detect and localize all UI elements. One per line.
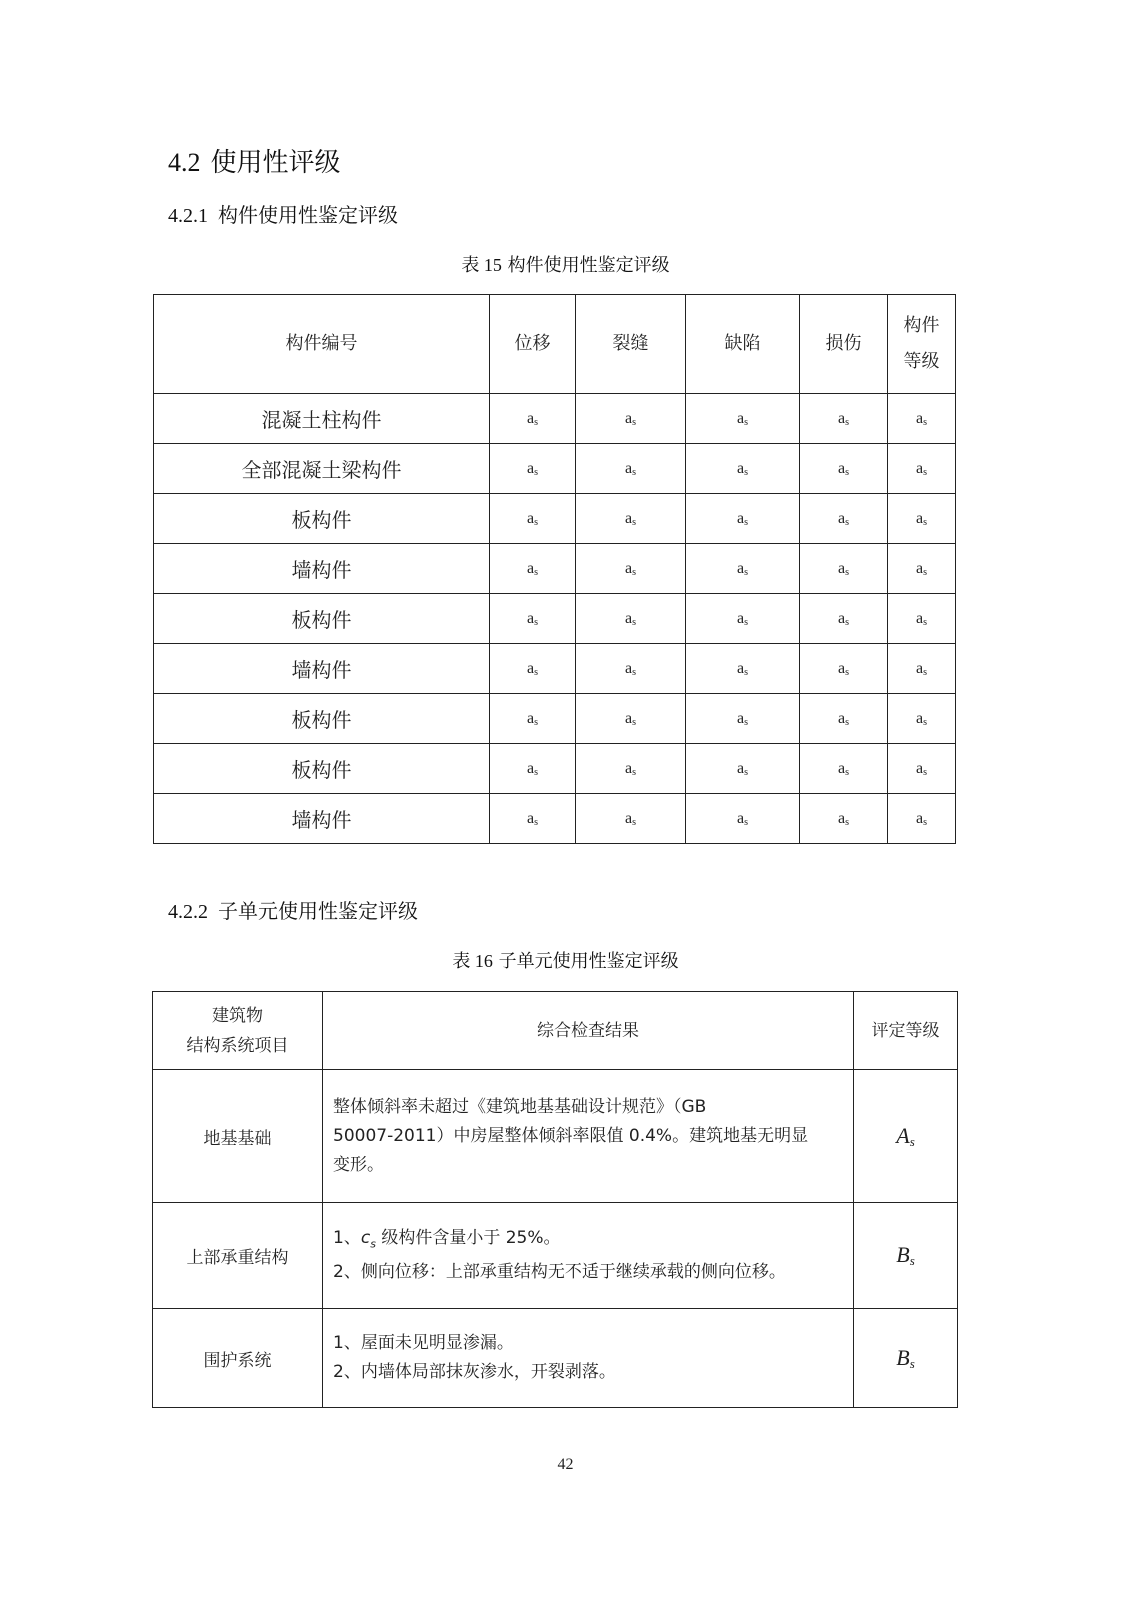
table-row — [154, 744, 956, 794]
grade-component-grade — [888, 594, 956, 644]
grade-sub: s — [534, 566, 538, 578]
row-component-name: 板构件 — [154, 594, 490, 644]
grade-component-grade — [888, 744, 956, 794]
result-line: 变形。 — [333, 1154, 384, 1175]
grade-sub: s — [744, 416, 748, 428]
grade-sub: s — [923, 416, 927, 428]
caption-title: 子单元使用性鉴定评级 — [498, 951, 679, 972]
grade-sub: s — [632, 716, 636, 728]
caption-prefix: 表 16 — [452, 951, 493, 971]
grade-displacement — [490, 644, 576, 694]
grade-sub: s — [632, 766, 636, 778]
grade-sub: s — [534, 466, 538, 478]
grade-sub: s — [845, 716, 849, 728]
grade-sub: s — [632, 516, 636, 528]
grade-base: a — [526, 809, 535, 827]
grade-crack — [576, 744, 686, 794]
grade-sub: s — [845, 666, 849, 678]
grade-sub: s — [845, 416, 849, 428]
grade-base: a — [915, 609, 924, 627]
grade-base: a — [624, 659, 633, 677]
grade-sub: s — [923, 516, 927, 528]
result-line: 整体倾斜率未超过《建筑地基基础设计规范》（GB — [333, 1096, 707, 1117]
row-result — [323, 1070, 854, 1203]
grade-displacement — [490, 794, 576, 844]
grade-base: a — [915, 559, 924, 577]
grade-base: a — [736, 559, 745, 577]
grade-sub: s — [744, 816, 748, 828]
grade-damage — [800, 494, 888, 544]
grade-defect — [686, 494, 800, 544]
header-rating: 评定等级 — [854, 992, 958, 1070]
grade-base: a — [624, 509, 633, 527]
row-component-name: 墙构件 — [154, 544, 490, 594]
table-row — [154, 794, 956, 844]
result-line: 1、屋面未见明显渗漏。 — [333, 1333, 514, 1353]
rating-sub: s — [909, 1355, 915, 1371]
grade-base: a — [837, 559, 846, 577]
grade-defect — [686, 594, 800, 644]
grade-component-grade — [888, 694, 956, 744]
caption-prefix: 表 15 — [461, 255, 502, 275]
table-row — [154, 544, 956, 594]
row-component-name: 板构件 — [154, 744, 490, 794]
grade-base: a — [736, 659, 745, 677]
grade-base: a — [837, 459, 846, 477]
table16-caption — [0, 948, 1131, 975]
grade-defect — [686, 744, 800, 794]
rating-base: B — [896, 1344, 910, 1370]
row-rating — [854, 1070, 958, 1203]
grade-sub: s — [632, 666, 636, 678]
row-result — [323, 1309, 854, 1408]
header-structure-item — [153, 992, 323, 1070]
table-row — [153, 1203, 958, 1309]
grade-damage — [800, 794, 888, 844]
grade-sub: s — [632, 416, 636, 428]
row-component-name: 墙构件 — [154, 644, 490, 694]
grade-displacement — [490, 494, 576, 544]
subsection-number: 4.2.1 — [168, 205, 208, 227]
grade-sub: s — [923, 566, 927, 578]
grade-crack — [576, 444, 686, 494]
header-component-id: 构件编号 — [154, 295, 490, 394]
subunit-rating-table — [152, 991, 958, 1408]
row-rating — [854, 1309, 958, 1408]
grade-base: a — [915, 459, 924, 477]
grade-crack — [576, 794, 686, 844]
line-prefix: 1、 — [333, 1227, 361, 1248]
grade-base: a — [837, 509, 846, 527]
grade-base: a — [837, 759, 846, 777]
table-header-row — [153, 992, 958, 1070]
result-line: 50007-2011）中房屋整体倾斜率限值 0.4%。建筑地基无明显 — [333, 1125, 809, 1146]
caption-title: 构件使用性鉴定评级 — [507, 255, 670, 276]
grade-sub: s — [744, 516, 748, 528]
table-row — [154, 644, 956, 694]
grade-component-grade — [888, 644, 956, 694]
row-component-name: 混凝土柱构件 — [154, 394, 490, 444]
header-item-line1: 建筑物 — [212, 1005, 263, 1026]
grade-component-grade — [888, 794, 956, 844]
grade-letter-sub: s — [370, 1237, 376, 1251]
grade-sub: s — [744, 616, 748, 628]
grade-base: a — [624, 709, 633, 727]
grade-sub: s — [632, 616, 636, 628]
grade-base: a — [915, 759, 924, 777]
row-item: 围护系统 — [153, 1309, 323, 1408]
grade-base: a — [736, 409, 745, 427]
grade-sub: s — [534, 616, 538, 628]
header-grade-line2: 等级 — [903, 351, 940, 372]
header-component-grade — [888, 295, 956, 394]
grade-crack — [576, 644, 686, 694]
table15-caption — [0, 252, 1131, 279]
grade-base: a — [526, 459, 535, 477]
grade-displacement — [490, 594, 576, 644]
grade-sub: s — [923, 466, 927, 478]
grade-damage — [800, 644, 888, 694]
table-row — [154, 694, 956, 744]
subsection-title: 构件使用性鉴定评级 — [218, 203, 398, 227]
grade-crack — [576, 594, 686, 644]
grade-base: a — [915, 509, 924, 527]
subsection-number: 4.2.2 — [168, 901, 208, 923]
grade-base: a — [837, 609, 846, 627]
grade-base: a — [526, 609, 535, 627]
grade-displacement — [490, 544, 576, 594]
row-component-name: 板构件 — [154, 494, 490, 544]
grade-sub: s — [845, 766, 849, 778]
grade-sub: s — [923, 816, 927, 828]
grade-base: a — [736, 609, 745, 627]
grade-defect — [686, 444, 800, 494]
rating-sub: s — [909, 1253, 915, 1268]
grade-base: a — [526, 509, 535, 527]
grade-sub: s — [845, 466, 849, 478]
grade-sub: s — [534, 666, 538, 678]
grade-damage — [800, 394, 888, 444]
grade-sub: s — [744, 666, 748, 678]
grade-sub: s — [744, 566, 748, 578]
header-displacement: 位移 — [490, 295, 576, 394]
row-rating — [854, 1203, 958, 1309]
grade-base: a — [915, 409, 924, 427]
grade-base: a — [736, 509, 745, 527]
line-rest: 级构件含量小于 25%。 — [375, 1227, 561, 1248]
section-heading — [168, 146, 341, 180]
table-body — [154, 394, 956, 844]
grade-sub: s — [534, 716, 538, 728]
grade-base: a — [526, 559, 535, 577]
grade-sub: s — [845, 566, 849, 578]
result-line: 2、侧向位移：上部承重结构无不适于继续承载的侧向位移。 — [333, 1262, 786, 1283]
table-row — [153, 1309, 958, 1408]
grade-damage — [800, 594, 888, 644]
rating-base: A — [896, 1122, 910, 1148]
grade-base: a — [736, 809, 745, 827]
grade-sub: s — [923, 716, 927, 728]
grade-component-grade — [888, 444, 956, 494]
subsection-heading-2 — [168, 897, 418, 926]
row-component-name: 全部混凝土梁构件 — [154, 444, 490, 494]
grade-sub: s — [632, 466, 636, 478]
grade-base: a — [736, 759, 745, 777]
table-row — [154, 494, 956, 544]
row-component-name: 板构件 — [154, 694, 490, 744]
header-damage: 损伤 — [800, 295, 888, 394]
grade-sub: s — [923, 616, 927, 628]
section-number: 4.2 — [168, 148, 201, 177]
table-row — [154, 444, 956, 494]
header-item-line2: 结构系统项目 — [186, 1035, 289, 1056]
grade-sub: s — [744, 766, 748, 778]
grade-sub: s — [534, 516, 538, 528]
grade-sub: s — [923, 766, 927, 778]
grade-defect — [686, 794, 800, 844]
grade-sub: s — [845, 516, 849, 528]
grade-crack — [576, 544, 686, 594]
table-row — [154, 394, 956, 444]
grade-damage — [800, 744, 888, 794]
grade-sub: s — [845, 816, 849, 828]
grade-damage — [800, 444, 888, 494]
grade-base: a — [526, 659, 535, 677]
grade-sub: s — [923, 666, 927, 678]
grade-base: a — [915, 659, 924, 677]
grade-base: a — [624, 759, 633, 777]
grade-sub: s — [744, 466, 748, 478]
grade-base: a — [526, 759, 535, 777]
grade-component-grade — [888, 494, 956, 544]
header-inspection-result: 综合检查结果 — [323, 992, 854, 1070]
header-defect: 缺陷 — [686, 295, 800, 394]
grade-base: a — [837, 659, 846, 677]
grade-base: a — [915, 709, 924, 727]
grade-base: a — [624, 809, 633, 827]
grade-sub: s — [534, 416, 538, 428]
grade-base: a — [624, 409, 633, 427]
grade-sub: s — [632, 816, 636, 828]
grade-base: a — [526, 409, 535, 427]
grade-displacement — [490, 694, 576, 744]
section-title: 使用性评级 — [210, 148, 341, 178]
component-rating-table — [153, 294, 956, 844]
grade-base: a — [624, 559, 633, 577]
grade-letter: c — [360, 1227, 371, 1248]
grade-crack — [576, 394, 686, 444]
grade-sub: s — [632, 566, 636, 578]
grade-defect — [686, 394, 800, 444]
grade-crack — [576, 694, 686, 744]
grade-damage — [800, 694, 888, 744]
grade-base: a — [915, 809, 924, 827]
page-number: 42 — [557, 1456, 574, 1473]
grade-base: a — [837, 809, 846, 827]
grade-displacement — [490, 444, 576, 494]
grade-crack — [576, 494, 686, 544]
grade-base: a — [837, 409, 846, 427]
grade-sub: s — [534, 766, 538, 778]
grade-damage — [800, 544, 888, 594]
header-crack: 裂缝 — [576, 295, 686, 394]
grade-sub: s — [744, 716, 748, 728]
grade-base: a — [624, 609, 633, 627]
result-line — [333, 1224, 843, 1258]
table-row — [153, 1070, 958, 1203]
row-item: 上部承重结构 — [153, 1203, 323, 1309]
grade-base: a — [837, 709, 846, 727]
grade-defect — [686, 644, 800, 694]
rating-sub: s — [909, 1133, 915, 1149]
rating-base: B — [896, 1242, 910, 1267]
grade-sub: s — [534, 816, 538, 828]
table-header-row — [154, 295, 956, 394]
row-component-name: 墙构件 — [154, 794, 490, 844]
table-row — [154, 594, 956, 644]
row-item: 地基基础 — [153, 1070, 323, 1203]
subsection-title: 子单元使用性鉴定评级 — [218, 899, 418, 923]
grade-displacement — [490, 744, 576, 794]
result-line: 2、内墙体局部抹灰渗水，开裂剥落。 — [333, 1362, 616, 1382]
row-result — [323, 1203, 854, 1309]
subsection-heading-1 — [168, 201, 398, 230]
header-grade-line1: 构件 — [903, 315, 940, 336]
grade-base: a — [526, 709, 535, 727]
grade-base: a — [736, 709, 745, 727]
grade-component-grade — [888, 544, 956, 594]
grade-defect — [686, 694, 800, 744]
grade-defect — [686, 544, 800, 594]
grade-base: a — [736, 459, 745, 477]
grade-sub: s — [845, 616, 849, 628]
grade-component-grade — [888, 394, 956, 444]
grade-base: a — [624, 459, 633, 477]
grade-displacement — [490, 394, 576, 444]
